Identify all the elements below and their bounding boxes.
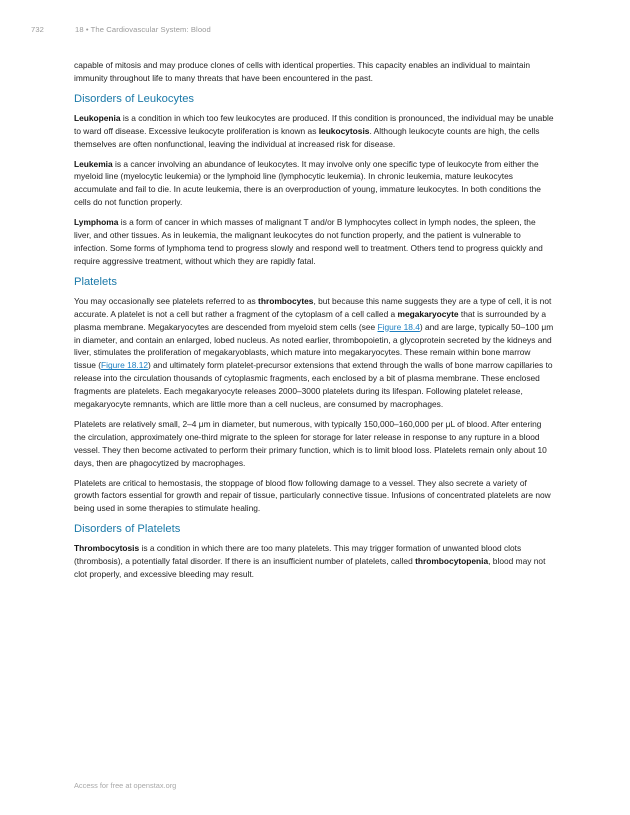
lymphoma-paragraph: Lymphoma is a form of cancer in which masses of malignant T and/or B lymphocytes collect in lymph nodes, the spleen, the liver, and other tissues. As in leukemia, the malignant leukocytes do not function properly, and the patient is vulnerable to infection. Some forms of lymphoma tend to progress slowly and respond well to treatment. Others tend to progress quickly and require aggressive treatment, without which they are rapidly fatal. [74,217,543,266]
section-heading-platelets: Platelets [74,275,117,288]
thrombocytosis-paragraph: Thrombocytosis is a condition in which there are too many platelets. This may trigger formation of unwanted blood clots (thrombosis), a potentially fatal disorder. If there is an insufficient number of platelets, called thrombocytopenia, blood may not clot properly, and excessive bleeding may result. [74,543,546,580]
key-term-megakaryocyte: megakaryocyte [397,308,459,319]
key-term-thrombocytosis: Thrombocytosis [74,543,140,554]
key-term-lymphoma: Lymphoma [74,217,119,228]
key-term-thrombocytes: thrombocytes [258,295,314,306]
platelets-paragraph-1: You may occasionally see platelets referred to as thrombocytes, but because this name suggests they are a type of cell, it is not accurate. A platelet is not a cell but rather a fragment of the cytoplasm of a cell called a megakaryocyte that is surrounded by a plasma membrane. Megakaryocytes are descended from myeloid stem cells (see Figure 18.4) and are large, typically 50–100 μm in diameter, and contain an enlarged, lobed nucleus. As noted earlier, thrombopoietin, a glycoprotein secreted by the kidneys and liver, stimulates the proliferation of megakaryoblasts, which mature into megakaryocytes. These remain within bone marrow tissue (Figure 18.12) and ultimately form platelet-precursor extensions that extend through the walls of bone marrow capillaries to release into the circulation thousands of cytoplasmic fragments, each enclosed by a bit of plasma membrane. These enclosed fragments are platelets. Each megakaryocyte releases 2000–3000 platelets during its lifespan. Following platelet release, megakaryocyte remnants, which are little more than a cell nucleus, are consumed by macrophages. [74,295,554,410]
key-term-leukemia: Leukemia [74,158,113,169]
footer-access-note: Access for free at openstax.org [74,781,177,790]
intro-paragraph: capable of mitosis and may produce clones of cells with identical properties. This capacity enables an individual to maintain immunity throughout life to many threats that have been encountered in the past. [74,60,531,83]
key-term-leukopenia: Leukopenia [74,112,121,123]
running-header [31,25,211,34]
platelets-paragraph-2: Platelets are relatively small, 2–4 μm in diameter, but numerous, with typically 150,000–160,000 per μL of blood. After entering the circulation, approximately one-third migrate to the spleen for storage for later release in response to any rupture in a blood vessel. They then become activated to perform their primary function, which is to limit blood loss. Platelets remain only about 10 days, then are phagocytized by macrophages. [74,418,547,468]
platelets-paragraph-3: Platelets are critical to hemostasis, the stoppage of blood flow following damage to a vessel. They also secrete a variety of growth factors essential for growth and repair of tissue, particularly connective tissue. Infusions of concentrated platelets are now being used in some therapies to stimulate healing. [74,477,551,514]
section-heading-platelet-disorders: Disorders of Platelets [74,523,181,536]
chapter-title: 18 • The Cardiovascular System: Blood [75,25,211,34]
page-number: 732 [31,25,44,34]
main-content [74,59,554,588]
key-term-leukocytosis: leukocytosis [318,125,370,136]
key-term-thrombocytopenia: thrombocytopenia [415,556,489,567]
figure-link-18-4[interactable]: Figure 18.4 [377,321,420,332]
leukopenia-paragraph: Leukopenia is a condition in which too few leukocytes are produced. If this condition is pronounced, the individual may be unable to ward off disease. Excessive leukocyte proliferation is known as leukocytosis. Although leukocyte counts are high, the cells themselves are often nonfunctional, leaving the individual at increased risk for disease. [74,112,554,149]
section-heading-leukocyte-disorders: Disorders of Leukocytes [74,92,195,105]
figure-link-18-12[interactable]: Figure 18.12 [101,360,149,371]
leukemia-paragraph: Leukemia is a cancer involving an abundance of leukocytes. It may involve only one specific type of leukocyte from either the myeloid line (myelocytic leukemia) or the lymphoid line (lymphocytic leukemia). In chronic leukemia, mature leukocytes accumulate and fail to die. In acute leukemia, there is an overproduction of young, immature leukocytes. In both conditions the cells do not function properly. [74,158,541,208]
